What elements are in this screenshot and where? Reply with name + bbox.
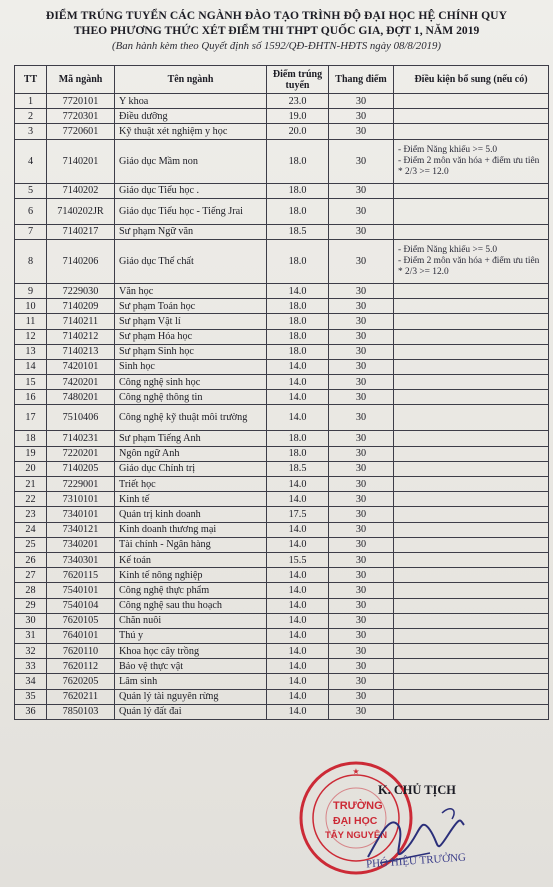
row-condition bbox=[394, 492, 549, 507]
table-row bbox=[15, 659, 549, 674]
table-row bbox=[15, 239, 549, 283]
row-major-name: Văn học bbox=[115, 283, 267, 298]
row-code: 7620205 bbox=[47, 674, 115, 689]
row-score: 14.0 bbox=[267, 704, 329, 719]
row-code: 7140212 bbox=[47, 329, 115, 344]
document-decision-note: (Ban hành kèm theo Quyết định số 1592/QĐ-ĐHTN-HĐTS ngày 08/8/2019) bbox=[112, 40, 441, 52]
table-row bbox=[15, 477, 549, 492]
row-scale: 30 bbox=[329, 477, 394, 492]
row-major-name: Sư phạm Sinh học bbox=[115, 344, 267, 359]
row-score: 18.5 bbox=[267, 461, 329, 476]
row-code: 7140211 bbox=[47, 314, 115, 329]
table-row bbox=[15, 598, 549, 613]
row-scale: 30 bbox=[329, 583, 394, 598]
row-number: 11 bbox=[15, 314, 47, 329]
row-score: 18.0 bbox=[267, 239, 329, 283]
table-row bbox=[15, 283, 549, 298]
row-condition bbox=[394, 537, 549, 552]
table-row bbox=[15, 139, 549, 183]
table-row bbox=[15, 537, 549, 552]
row-number: 1 bbox=[15, 94, 47, 109]
row-score: 18.0 bbox=[267, 446, 329, 461]
admission-scores-table bbox=[14, 65, 549, 720]
row-scale: 30 bbox=[329, 183, 394, 198]
row-number: 10 bbox=[15, 299, 47, 314]
row-major-name: Giáo dục Tiểu học - Tiếng Jrai bbox=[115, 198, 267, 224]
row-condition bbox=[394, 359, 549, 374]
table-row bbox=[15, 704, 549, 719]
row-code: 7540101 bbox=[47, 583, 115, 598]
row-major-name: Quản lý tài nguyên rừng bbox=[115, 689, 267, 704]
row-score: 14.0 bbox=[267, 405, 329, 431]
table-row bbox=[15, 613, 549, 628]
row-major-name: Quản lý đất đai bbox=[115, 704, 267, 719]
table-row bbox=[15, 329, 549, 344]
row-code: 7140201 bbox=[47, 139, 115, 183]
row-code: 7340101 bbox=[47, 507, 115, 522]
row-code: 7140209 bbox=[47, 299, 115, 314]
row-score: 14.0 bbox=[267, 492, 329, 507]
table-row bbox=[15, 446, 549, 461]
row-scale: 30 bbox=[329, 613, 394, 628]
row-score: 18.0 bbox=[267, 431, 329, 446]
row-number: 23 bbox=[15, 507, 47, 522]
row-scale: 30 bbox=[329, 568, 394, 583]
row-major-name: Kỹ thuật xét nghiệm y học bbox=[115, 124, 267, 139]
row-major-name: Công nghệ thực phẩm bbox=[115, 583, 267, 598]
row-scale: 30 bbox=[329, 239, 394, 283]
row-score: 14.0 bbox=[267, 283, 329, 298]
row-scale: 30 bbox=[329, 659, 394, 674]
row-condition: - Điểm Năng khiếu >= 5.0 - Điểm 2 môn văn hóa + điểm ưu tiên * 2/3 >= 12.0 bbox=[394, 239, 549, 283]
row-major-name: Chăn nuôi bbox=[115, 613, 267, 628]
stamp-text-line2: ĐẠI HỌC bbox=[333, 815, 378, 827]
row-code: 7140206 bbox=[47, 239, 115, 283]
row-code: 7720601 bbox=[47, 124, 115, 139]
header-score: Điểm trúng tuyển bbox=[267, 66, 329, 94]
row-condition bbox=[394, 283, 549, 298]
table-row bbox=[15, 492, 549, 507]
table-row bbox=[15, 94, 549, 109]
row-code: 7720101 bbox=[47, 94, 115, 109]
row-major-name: Công nghệ sau thu hoạch bbox=[115, 598, 267, 613]
row-number: 25 bbox=[15, 537, 47, 552]
row-condition bbox=[394, 704, 549, 719]
row-score: 14.0 bbox=[267, 598, 329, 613]
row-number: 22 bbox=[15, 492, 47, 507]
row-code: 7620112 bbox=[47, 659, 115, 674]
row-score: 14.0 bbox=[267, 689, 329, 704]
row-code: 7140202 bbox=[47, 183, 115, 198]
row-condition bbox=[394, 689, 549, 704]
row-code: 7720301 bbox=[47, 109, 115, 124]
svg-text:★: ★ bbox=[352, 767, 360, 776]
row-major-name: Giáo dục Thể chất bbox=[115, 239, 267, 283]
row-number: 4 bbox=[15, 139, 47, 183]
table-row bbox=[15, 674, 549, 689]
row-code: 7140205 bbox=[47, 461, 115, 476]
row-scale: 30 bbox=[329, 344, 394, 359]
row-condition bbox=[394, 583, 549, 598]
row-scale: 30 bbox=[329, 644, 394, 659]
row-number: 29 bbox=[15, 598, 47, 613]
table-row bbox=[15, 431, 549, 446]
row-condition bbox=[394, 461, 549, 476]
row-major-name: Lâm sinh bbox=[115, 674, 267, 689]
row-scale: 30 bbox=[329, 124, 394, 139]
row-scale: 30 bbox=[329, 329, 394, 344]
row-number: 13 bbox=[15, 344, 47, 359]
row-scale: 30 bbox=[329, 492, 394, 507]
table-row bbox=[15, 198, 549, 224]
row-scale: 30 bbox=[329, 431, 394, 446]
row-code: 7620115 bbox=[47, 568, 115, 583]
row-score: 23.0 bbox=[267, 94, 329, 109]
row-score: 14.0 bbox=[267, 644, 329, 659]
row-score: 19.0 bbox=[267, 109, 329, 124]
row-code: 7620105 bbox=[47, 613, 115, 628]
row-code: 7620110 bbox=[47, 644, 115, 659]
row-scale: 30 bbox=[329, 522, 394, 537]
row-scale: 30 bbox=[329, 704, 394, 719]
row-major-name: Kinh tế bbox=[115, 492, 267, 507]
row-major-name: Giáo dục Tiểu học . bbox=[115, 183, 267, 198]
row-condition bbox=[394, 198, 549, 224]
row-major-name: Công nghệ kỹ thuật môi trường bbox=[115, 405, 267, 431]
row-score: 18.0 bbox=[267, 198, 329, 224]
header-condition: Điều kiện bổ sung (nếu có) bbox=[394, 66, 549, 94]
row-condition bbox=[394, 477, 549, 492]
row-code: 7540104 bbox=[47, 598, 115, 613]
row-major-name: Tài chính - Ngân hàng bbox=[115, 537, 267, 552]
row-scale: 30 bbox=[329, 537, 394, 552]
row-number: 16 bbox=[15, 390, 47, 405]
row-score: 18.0 bbox=[267, 183, 329, 198]
row-scale: 30 bbox=[329, 299, 394, 314]
table-row bbox=[15, 507, 549, 522]
row-major-name: Kinh doanh thương mại bbox=[115, 522, 267, 537]
row-score: 14.0 bbox=[267, 522, 329, 537]
row-score: 17.5 bbox=[267, 507, 329, 522]
row-score: 14.0 bbox=[267, 375, 329, 390]
row-condition bbox=[394, 109, 549, 124]
row-major-name: Giáo dục Chính trị bbox=[115, 461, 267, 476]
row-condition bbox=[394, 299, 549, 314]
row-code: 7340201 bbox=[47, 537, 115, 552]
row-major-name: Quản trị kinh doanh bbox=[115, 507, 267, 522]
row-number: 30 bbox=[15, 613, 47, 628]
header-tt: TT bbox=[15, 66, 47, 94]
row-code: 7850103 bbox=[47, 704, 115, 719]
row-major-name: Sư phạm Ngữ văn bbox=[115, 224, 267, 239]
row-scale: 30 bbox=[329, 314, 394, 329]
row-scale: 30 bbox=[329, 375, 394, 390]
row-major-name: Bảo vệ thực vật bbox=[115, 659, 267, 674]
table-row bbox=[15, 183, 549, 198]
row-condition bbox=[394, 224, 549, 239]
table-row bbox=[15, 583, 549, 598]
row-code: 7620211 bbox=[47, 689, 115, 704]
row-major-name: Kế toán bbox=[115, 552, 267, 567]
row-code: 7510406 bbox=[47, 405, 115, 431]
row-score: 14.0 bbox=[267, 583, 329, 598]
row-code: 7140202JR bbox=[47, 198, 115, 224]
row-code: 7140213 bbox=[47, 344, 115, 359]
row-major-name: Sinh học bbox=[115, 359, 267, 374]
row-code: 7220201 bbox=[47, 446, 115, 461]
row-score: 20.0 bbox=[267, 124, 329, 139]
row-scale: 30 bbox=[329, 224, 394, 239]
stamp-text-line1: TRƯỜNG bbox=[333, 800, 383, 812]
row-condition bbox=[394, 183, 549, 198]
row-number: 35 bbox=[15, 689, 47, 704]
row-condition bbox=[394, 375, 549, 390]
row-condition bbox=[394, 644, 549, 659]
row-major-name: Giáo dục Mầm non bbox=[115, 139, 267, 183]
row-code: 7640101 bbox=[47, 628, 115, 643]
signature-title: K. CHỦ TỊCH bbox=[378, 783, 456, 797]
table-row bbox=[15, 314, 549, 329]
row-condition bbox=[394, 329, 549, 344]
row-condition bbox=[394, 431, 549, 446]
row-score: 15.5 bbox=[267, 552, 329, 567]
row-score: 14.0 bbox=[267, 359, 329, 374]
document-title-line1: ĐIỂM TRÚNG TUYỂN CÁC NGÀNH ĐÀO TẠO TRÌNH ĐỘ ĐẠI HỌC HỆ CHÍNH QUY bbox=[45, 9, 508, 22]
row-condition bbox=[394, 314, 549, 329]
row-major-name: Khoa học cây trồng bbox=[115, 644, 267, 659]
row-score: 14.0 bbox=[267, 477, 329, 492]
row-major-name: Sư phạm Vật lí bbox=[115, 314, 267, 329]
row-number: 26 bbox=[15, 552, 47, 567]
row-number: 5 bbox=[15, 183, 47, 198]
row-scale: 30 bbox=[329, 139, 394, 183]
table-row bbox=[15, 124, 549, 139]
row-condition bbox=[394, 552, 549, 567]
row-number: 34 bbox=[15, 674, 47, 689]
row-major-name: Thú y bbox=[115, 628, 267, 643]
row-condition bbox=[394, 674, 549, 689]
row-scale: 30 bbox=[329, 689, 394, 704]
row-code: 7420201 bbox=[47, 375, 115, 390]
row-score: 18.5 bbox=[267, 224, 329, 239]
row-score: 18.0 bbox=[267, 329, 329, 344]
row-number: 36 bbox=[15, 704, 47, 719]
row-score: 14.0 bbox=[267, 390, 329, 405]
row-number: 32 bbox=[15, 644, 47, 659]
row-score: 18.0 bbox=[267, 139, 329, 183]
row-score: 18.0 bbox=[267, 314, 329, 329]
row-scale: 30 bbox=[329, 446, 394, 461]
table-row bbox=[15, 568, 549, 583]
stamp-text-line3: TÂY NGUYÊN bbox=[325, 830, 388, 841]
row-scale: 30 bbox=[329, 405, 394, 431]
row-condition bbox=[394, 613, 549, 628]
header-scale: Thang điểm bbox=[329, 66, 394, 94]
row-major-name: Triết học bbox=[115, 477, 267, 492]
row-scale: 30 bbox=[329, 390, 394, 405]
row-score: 14.0 bbox=[267, 659, 329, 674]
document-title-line2: THEO PHƯƠNG THỨC XÉT ĐIỂM THI THPT QUỐC GIA, ĐỢT 1, NĂM 2019 bbox=[73, 24, 480, 37]
row-number: 28 bbox=[15, 583, 47, 598]
row-code: 7140231 bbox=[47, 431, 115, 446]
row-major-name: Sư phạm Tiếng Anh bbox=[115, 431, 267, 446]
row-scale: 30 bbox=[329, 198, 394, 224]
row-scale: 30 bbox=[329, 628, 394, 643]
table-row bbox=[15, 344, 549, 359]
row-condition bbox=[394, 405, 549, 431]
row-number: 31 bbox=[15, 628, 47, 643]
row-code: 7420101 bbox=[47, 359, 115, 374]
row-score: 14.0 bbox=[267, 628, 329, 643]
table-row bbox=[15, 375, 549, 390]
row-major-name: Y khoa bbox=[115, 94, 267, 109]
row-condition bbox=[394, 390, 549, 405]
row-scale: 30 bbox=[329, 461, 394, 476]
row-number: 8 bbox=[15, 239, 47, 283]
row-score: 14.0 bbox=[267, 613, 329, 628]
row-number: 27 bbox=[15, 568, 47, 583]
row-number: 15 bbox=[15, 375, 47, 390]
row-condition bbox=[394, 507, 549, 522]
table-row bbox=[15, 405, 549, 431]
row-code: 7229001 bbox=[47, 477, 115, 492]
row-score: 14.0 bbox=[267, 568, 329, 583]
table-header-row bbox=[15, 66, 549, 94]
row-condition bbox=[394, 628, 549, 643]
row-number: 21 bbox=[15, 477, 47, 492]
row-condition bbox=[394, 598, 549, 613]
row-major-name: Công nghệ sinh học bbox=[115, 375, 267, 390]
row-scale: 30 bbox=[329, 94, 394, 109]
row-score: 14.0 bbox=[267, 537, 329, 552]
table-row bbox=[15, 522, 549, 537]
row-condition bbox=[394, 522, 549, 537]
row-scale: 30 bbox=[329, 283, 394, 298]
row-code: 7480201 bbox=[47, 390, 115, 405]
table-row bbox=[15, 552, 549, 567]
row-scale: 30 bbox=[329, 359, 394, 374]
row-score: 14.0 bbox=[267, 674, 329, 689]
table-row bbox=[15, 359, 549, 374]
row-scale: 30 bbox=[329, 507, 394, 522]
row-condition: - Điểm Năng khiếu >= 5.0 - Điểm 2 môn văn hóa + điểm ưu tiên * 2/3 >= 12.0 bbox=[394, 139, 549, 183]
signature-subtitle: PHÓ HIỆU TRƯỞNG bbox=[365, 851, 467, 871]
row-number: 17 bbox=[15, 405, 47, 431]
row-scale: 30 bbox=[329, 674, 394, 689]
row-number: 18 bbox=[15, 431, 47, 446]
row-code: 7229030 bbox=[47, 283, 115, 298]
row-condition bbox=[394, 344, 549, 359]
row-number: 24 bbox=[15, 522, 47, 537]
table-row bbox=[15, 689, 549, 704]
table-row bbox=[15, 224, 549, 239]
header-code: Mã ngành bbox=[47, 66, 115, 94]
row-major-name: Sư phạm Toán học bbox=[115, 299, 267, 314]
row-number: 33 bbox=[15, 659, 47, 674]
row-major-name: Ngôn ngữ Anh bbox=[115, 446, 267, 461]
table-row bbox=[15, 628, 549, 643]
row-code: 7340121 bbox=[47, 522, 115, 537]
table-body bbox=[15, 94, 549, 720]
row-score: 18.0 bbox=[267, 299, 329, 314]
row-number: 20 bbox=[15, 461, 47, 476]
table-row bbox=[15, 390, 549, 405]
table-row bbox=[15, 109, 549, 124]
row-scale: 30 bbox=[329, 109, 394, 124]
row-major-name: Công nghệ thông tin bbox=[115, 390, 267, 405]
row-condition bbox=[394, 568, 549, 583]
table-row bbox=[15, 461, 549, 476]
row-major-name: Điều dưỡng bbox=[115, 109, 267, 124]
row-code: 7140217 bbox=[47, 224, 115, 239]
header-name: Tên ngành bbox=[115, 66, 267, 94]
row-condition bbox=[394, 124, 549, 139]
row-code: 7340301 bbox=[47, 552, 115, 567]
row-condition bbox=[394, 659, 549, 674]
row-number: 2 bbox=[15, 109, 47, 124]
row-number: 14 bbox=[15, 359, 47, 374]
row-number: 19 bbox=[15, 446, 47, 461]
row-scale: 30 bbox=[329, 598, 394, 613]
row-major-name: Sư phạm Hóa học bbox=[115, 329, 267, 344]
row-number: 12 bbox=[15, 329, 47, 344]
table-row bbox=[15, 644, 549, 659]
row-major-name: Kinh tế nông nghiệp bbox=[115, 568, 267, 583]
row-condition bbox=[394, 94, 549, 109]
table-row bbox=[15, 299, 549, 314]
row-condition bbox=[394, 446, 549, 461]
row-scale: 30 bbox=[329, 552, 394, 567]
row-number: 3 bbox=[15, 124, 47, 139]
row-number: 7 bbox=[15, 224, 47, 239]
row-code: 7310101 bbox=[47, 492, 115, 507]
row-number: 6 bbox=[15, 198, 47, 224]
row-number: 9 bbox=[15, 283, 47, 298]
row-score: 18.0 bbox=[267, 344, 329, 359]
